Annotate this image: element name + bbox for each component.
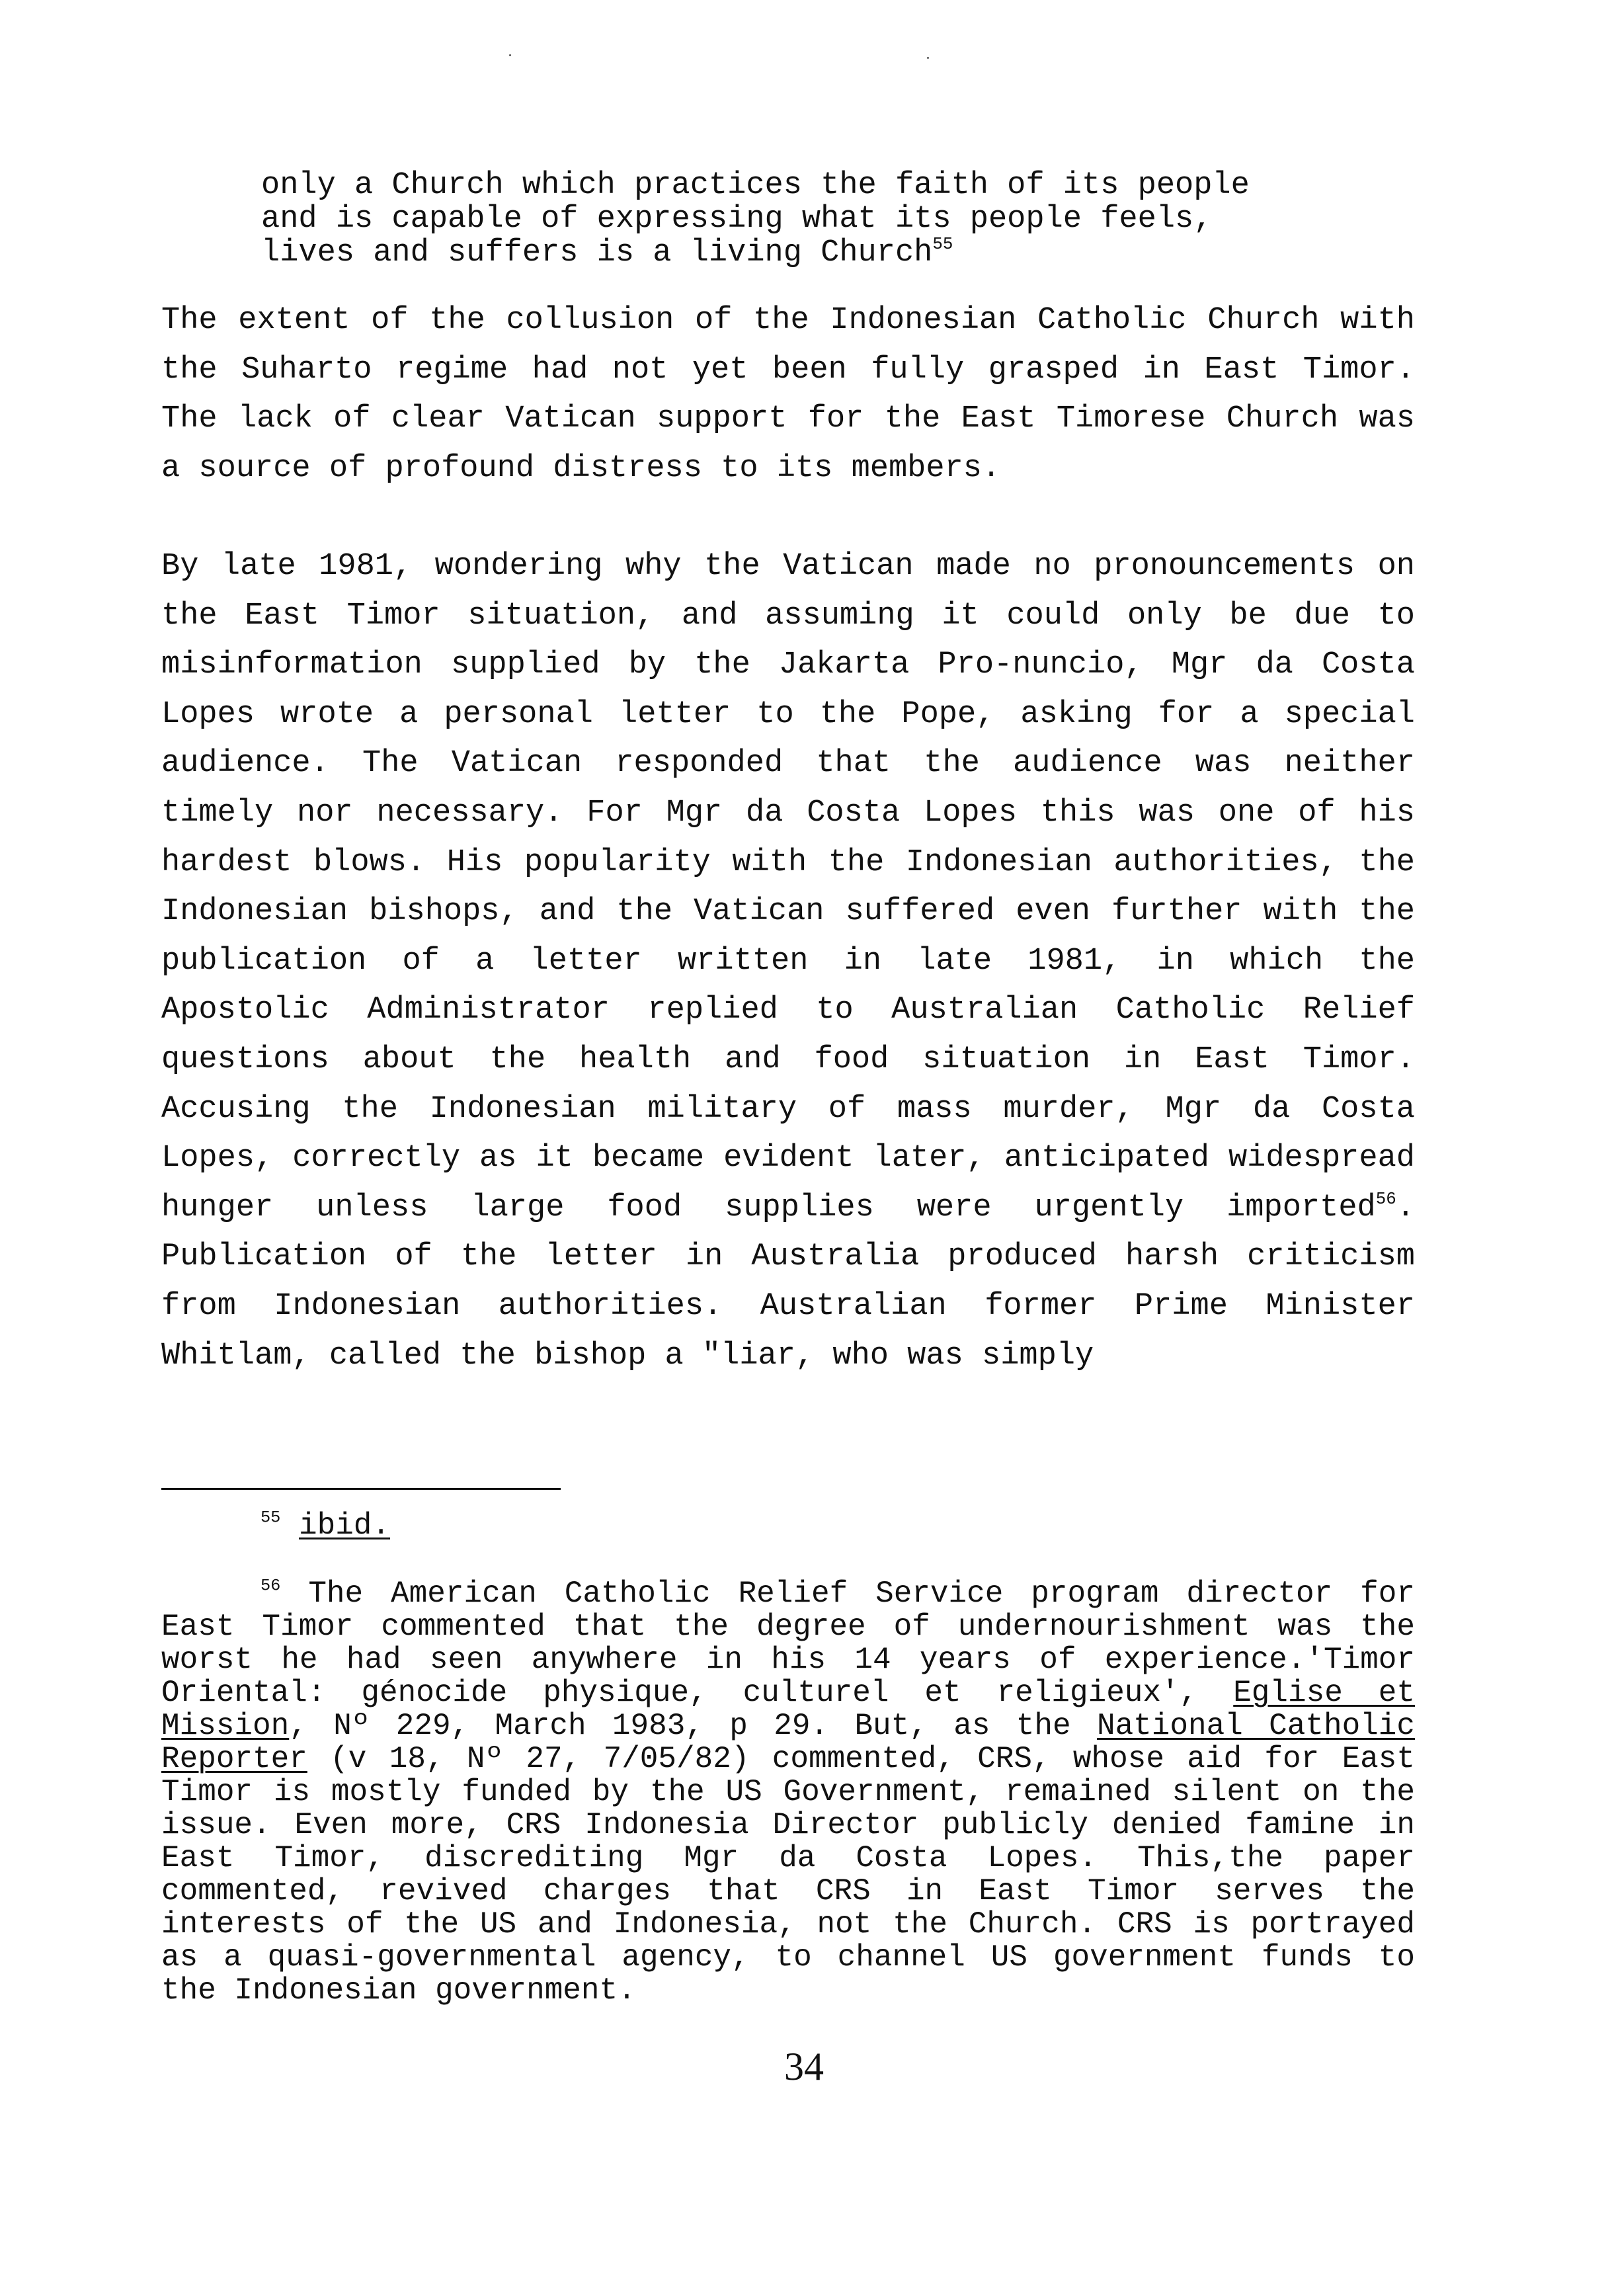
paragraph-sentence: Australian former Prime Minister Whitlam, called the bishop a "liar, who was simply xyxy=(161,1288,1415,1374)
paragraph-sentence: The Vatican responded that the audience was neither timely nor necessary. xyxy=(161,746,1415,831)
scan-speck xyxy=(509,54,511,56)
quote-text: only a Church which practices the faith of its people and is capable of expressing what its people feels, lives and suffers is a living Church xyxy=(261,168,1250,270)
paragraph-sentence: Accusing the Indonesian military of mass murder, Mgr da Costa Lopes, correctly as it became evident later, anticipated widespread hunger unless large food supplies were urgently imported xyxy=(161,1091,1415,1225)
footnote-55 xyxy=(161,1509,1415,1542)
footnote-text: (v 18, Nº 27, 7/05/82) commented, CRS, whose aid for East Timor is mostly funded by the US Government, remained silent on the issue. Even more, CRS Indonesia Director publicly denied famine in East Timor, discrediting Mgr da Costa Lopes. This,the paper commented, revived charges that CRS in East Timor serves the interests of the US and Indonesia, not the Church. CRS is portrayed as a quasi-governmental agency, to channel US government funds to the Indonesian government. xyxy=(161,1742,1415,2008)
paragraph-collusion xyxy=(161,296,1415,493)
footnote-text: The American Catholic Relief Service program director for East Timor commented that the degree of undernourishment was the worst he had seen anywhere in his 14 years of experience.'Timor Oriental: génocide physique, culturel et religieux', xyxy=(161,1577,1415,1710)
footnote-text: , Nº 229, March 1983, p 29. But, as the xyxy=(289,1709,1071,1743)
paragraph-late-1981 xyxy=(161,542,1415,1381)
footnote-separator xyxy=(161,1488,561,1490)
paragraph-sentence: The lack of clear Vatican support for the East Timorese Church was a source of profound distress to its members. xyxy=(161,401,1415,486)
paragraph-sentence: The extent of the collusion of the Indonesian Catholic Church with the Suharto regime had not yet been fully grasped in East Timor. xyxy=(161,303,1415,388)
paragraph-sentence: His popularity with the Indonesian authorities, the Indonesian bishops, and the Vatican suffered even further with the publication of a letter written in late 1981, in which the Apostolic Administrator replied to Australian Catholic Relief questions about the health and food situation in East Timor. xyxy=(161,844,1415,1077)
footnote-ref-56: 56 xyxy=(1375,1188,1396,1209)
paragraph-sentence: By late 1981, wondering why the Vatican made no pronouncements on the East Timor situation, and assuming it could only be due to misinformation supplied by the Jakarta Pro-nuncio, Mgr da Costa Lopes wrote a personal letter to the Pope, asking for a special audience. xyxy=(161,549,1415,782)
scan-speck xyxy=(927,57,929,59)
page-number: 34 xyxy=(784,2045,824,2088)
quote-footnote-ref: 55 xyxy=(932,233,953,254)
citation-national-catholic-reporter: National Catholic Reporter xyxy=(161,1709,1415,1776)
citation-eglise-et-mission: Eglise et Mission xyxy=(161,1676,1416,1743)
footnote-56 xyxy=(161,1577,1415,2007)
footnote-number: 55 xyxy=(261,1508,281,1528)
footnote-ibid: ibid. xyxy=(298,1508,391,1543)
paragraph-sentence: For Mgr da Costa Lopes this was one of his hardest blows. xyxy=(161,795,1415,880)
block-quote xyxy=(261,169,1319,270)
paragraph-sentence: . Publication of the letter in Australia produced harsh criticism from Indonesian authorities. xyxy=(161,1190,1415,1324)
footnote-number: 56 xyxy=(261,1576,281,1596)
